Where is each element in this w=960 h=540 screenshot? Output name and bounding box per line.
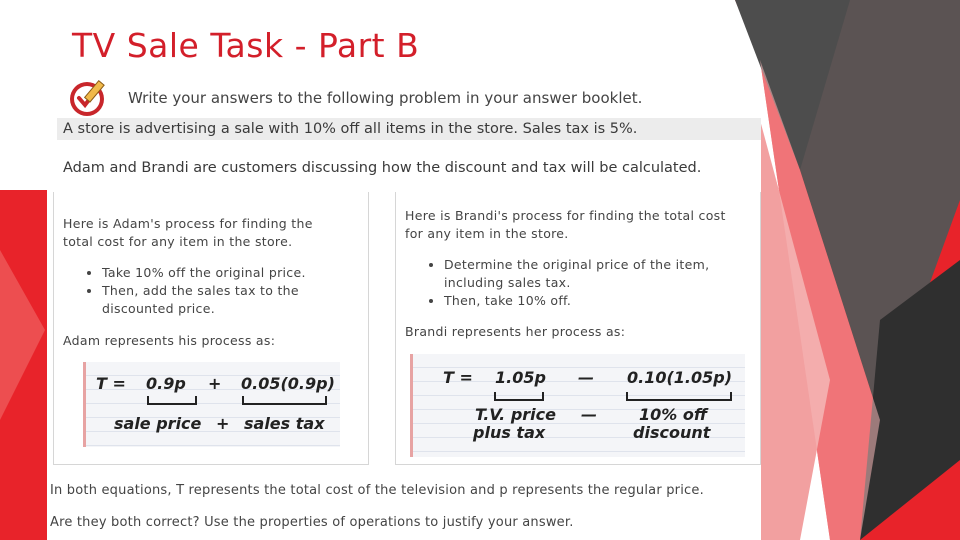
adam-intro-line1: Here is Adam's process for finding the bbox=[63, 216, 313, 231]
instruction-text: Write your answers to the following problem in your answer booklet. bbox=[128, 89, 643, 107]
adam-eq-term2: 0.05(0.9p) bbox=[241, 374, 335, 393]
brandi-eq-label1a: T.V. price bbox=[475, 405, 556, 424]
brandi-eq-term2: 0.10(1.05p) bbox=[627, 368, 733, 387]
brandi-equation-card bbox=[410, 354, 745, 457]
brandi-eq-op: — bbox=[578, 368, 594, 387]
adam-brace-marks bbox=[86, 362, 340, 447]
list-item: • Take 10% off the original price. bbox=[102, 264, 306, 282]
list-item: including sales tax. bbox=[444, 275, 571, 290]
adam-steps-list bbox=[80, 264, 306, 318]
list-item: • Then, add the sales tax to the bbox=[102, 282, 306, 300]
adam-eq-label1: sale price bbox=[114, 414, 202, 433]
brandi-eq-label2a: 10% off bbox=[639, 405, 708, 424]
brandi-steps-list bbox=[422, 256, 709, 310]
brandi-eq-label-op: — bbox=[581, 405, 597, 424]
problem-statement: A store is advertising a sale with 10% off all items in the store. Sales tax is 5%. bbox=[63, 121, 638, 137]
list-item: discounted price. bbox=[102, 301, 215, 316]
problem-context: Adam and Brandi are customers discussing how the discount and tax will be calculated. bbox=[63, 160, 702, 176]
footer-question: Are they both correct? Use the properties of operations to justify your answer. bbox=[50, 515, 574, 530]
brandi-eq-term1: 1.05p bbox=[495, 368, 546, 387]
adam-represents-text: Adam represents his process as: bbox=[63, 333, 276, 348]
brandi-eq-lhs: T = bbox=[443, 368, 473, 387]
list-item: • Determine the original price of the item, bbox=[444, 256, 709, 274]
list-item: • Then, take 10% off. bbox=[444, 292, 709, 310]
brandi-eq-label1b: plus tax bbox=[473, 423, 546, 442]
brandi-brace-marks bbox=[413, 354, 745, 457]
adam-eq-term1: 0.9p bbox=[146, 374, 186, 393]
brandi-intro-line1: Here is Brandi's process for finding the total cost bbox=[405, 208, 726, 223]
adam-equation-card bbox=[83, 362, 340, 447]
adam-eq-label-op: + bbox=[216, 414, 230, 433]
adam-eq-label2: sales tax bbox=[244, 414, 325, 433]
footer-definition: In both equations, T represents the total cost of the television and p represents the regular price. bbox=[50, 483, 704, 498]
adam-intro-line2: total cost for any item in the store. bbox=[63, 234, 293, 249]
brandi-eq-label2b: discount bbox=[633, 423, 711, 442]
adam-eq-lhs: T = bbox=[96, 374, 126, 393]
slide-title: TV Sale Task - Part B bbox=[72, 26, 420, 65]
brandi-intro-line2: for any item in the store. bbox=[405, 226, 569, 241]
adam-eq-op: + bbox=[208, 374, 222, 393]
pencil-checkmark-icon bbox=[65, 78, 111, 118]
brandi-represents-text: Brandi represents her process as: bbox=[405, 324, 626, 339]
